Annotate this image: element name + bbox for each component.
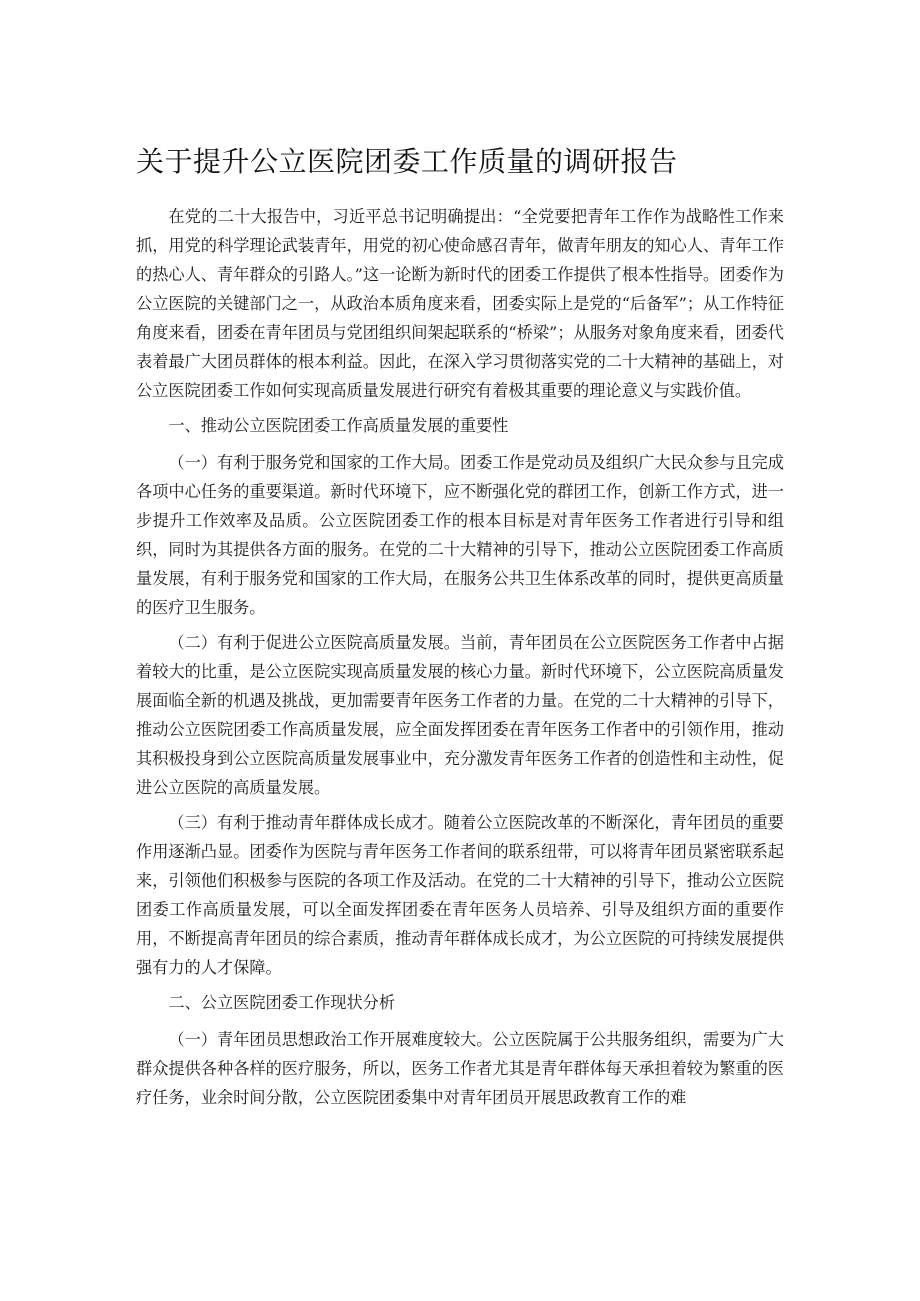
document-title: 关于提升公立医院团委工作质量的调研报告 — [136, 145, 678, 178]
intro-paragraph: 在党的二十大报告中，习近平总书记明确提出：“全党要把青年工作作为战略性工作来抓，用党的科学理论武装青年，用党的初心使命感召青年，做青年朋友的知心人、青年工作的热心人、青年群众的引路人。”这一论断为新时代的团委工作提供了根本性指导。团委作为公立医院的关键部门之一，从政治本质角度来看，团委实际上是党的“后备军”；从工作特征角度来看，团委在青年团员与党团组织间架起联系的“桥梁”；从服务对象角度来看，团委代表着最广大团员群体的根本利益。因此，在深入学习贯彻落实党的二十大精神的基础上，对公立医院团委工作如何实现高质量发展进行研究有着极其重要的理论意义与实践价值。 — [136, 207, 784, 400]
section2-paragraph-1: （一）青年团员思想政治工作开展难度较大。公立医院属于公共服务组织，需要为广大群众提供各种各样的医疗服务，所以，医务工作者尤其是青年群体每天承担着较为繁重的医疗任务，业余时间分散，公立医院团委集中对青年团员开展思政教育工作的难 — [136, 1030, 784, 1107]
section-heading-2: 二、公立医院团委工作现状分析 — [168, 993, 396, 1012]
document-page — [136, 140, 784, 1118]
section1-paragraph-3: （三）有利于推动青年群体成长成才。随着公立医院改革的不断深化，青年团员的重要作用逐渐凸显。团委作为医院与青年医务工作者间的联系纽带，可以将青年团员紧密联系起来，引领他们积极参与医院的各项工作及活动。在党的二十大精神的引导下，推动公立医院团委工作高质量发展，可以全面发挥团委在青年医务人员培养、引导及组织方面的重要作用，不断提高青年团员的综合素质，推动青年群体成长成才，为公立医院的可持续发展提供强有力的人才保障。 — [136, 813, 784, 977]
section1-paragraph-2: （二）有利于促进公立医院高质量发展。当前，青年团员在公立医院医务工作者中占据着较大的比重，是公立医院实现高质量发展的核心力量。新时代环境下，公立医院高质量发展面临全新的机遇及挑战，更加需要青年医务工作者的力量。在党的二十大精神的引导下，推动公立医院团委工作高质量发展，应全面发挥团委在青年医务工作者中的引领作用，推动其积极投身到公立医院高质量发展事业中，充分激发青年医务工作者的创造性和主动性，促进公立医院的高质量发展。 — [136, 633, 784, 797]
section-heading-1: 一、推动公立医院团委工作高质量发展的重要性 — [168, 416, 509, 435]
section1-paragraph-1: （一）有利于服务党和国家的工作大局。团委工作是党动员及组织广大民众参与且完成各项中心任务的重要渠道。新时代环境下，应不断强化党的群团工作，创新工作方式，进一步提升工作效率及品质。公立医院团委工作的根本目标是对青年医务工作者进行引导和组织，同时为其提供各方面的服务。在党的二十大精神的引导下，推动公立医院团委工作高质量发展，有利于服务党和国家的工作大局，在服务公共卫生体系改革的同时，提供更高质量的医疗卫生服务。 — [136, 453, 784, 617]
